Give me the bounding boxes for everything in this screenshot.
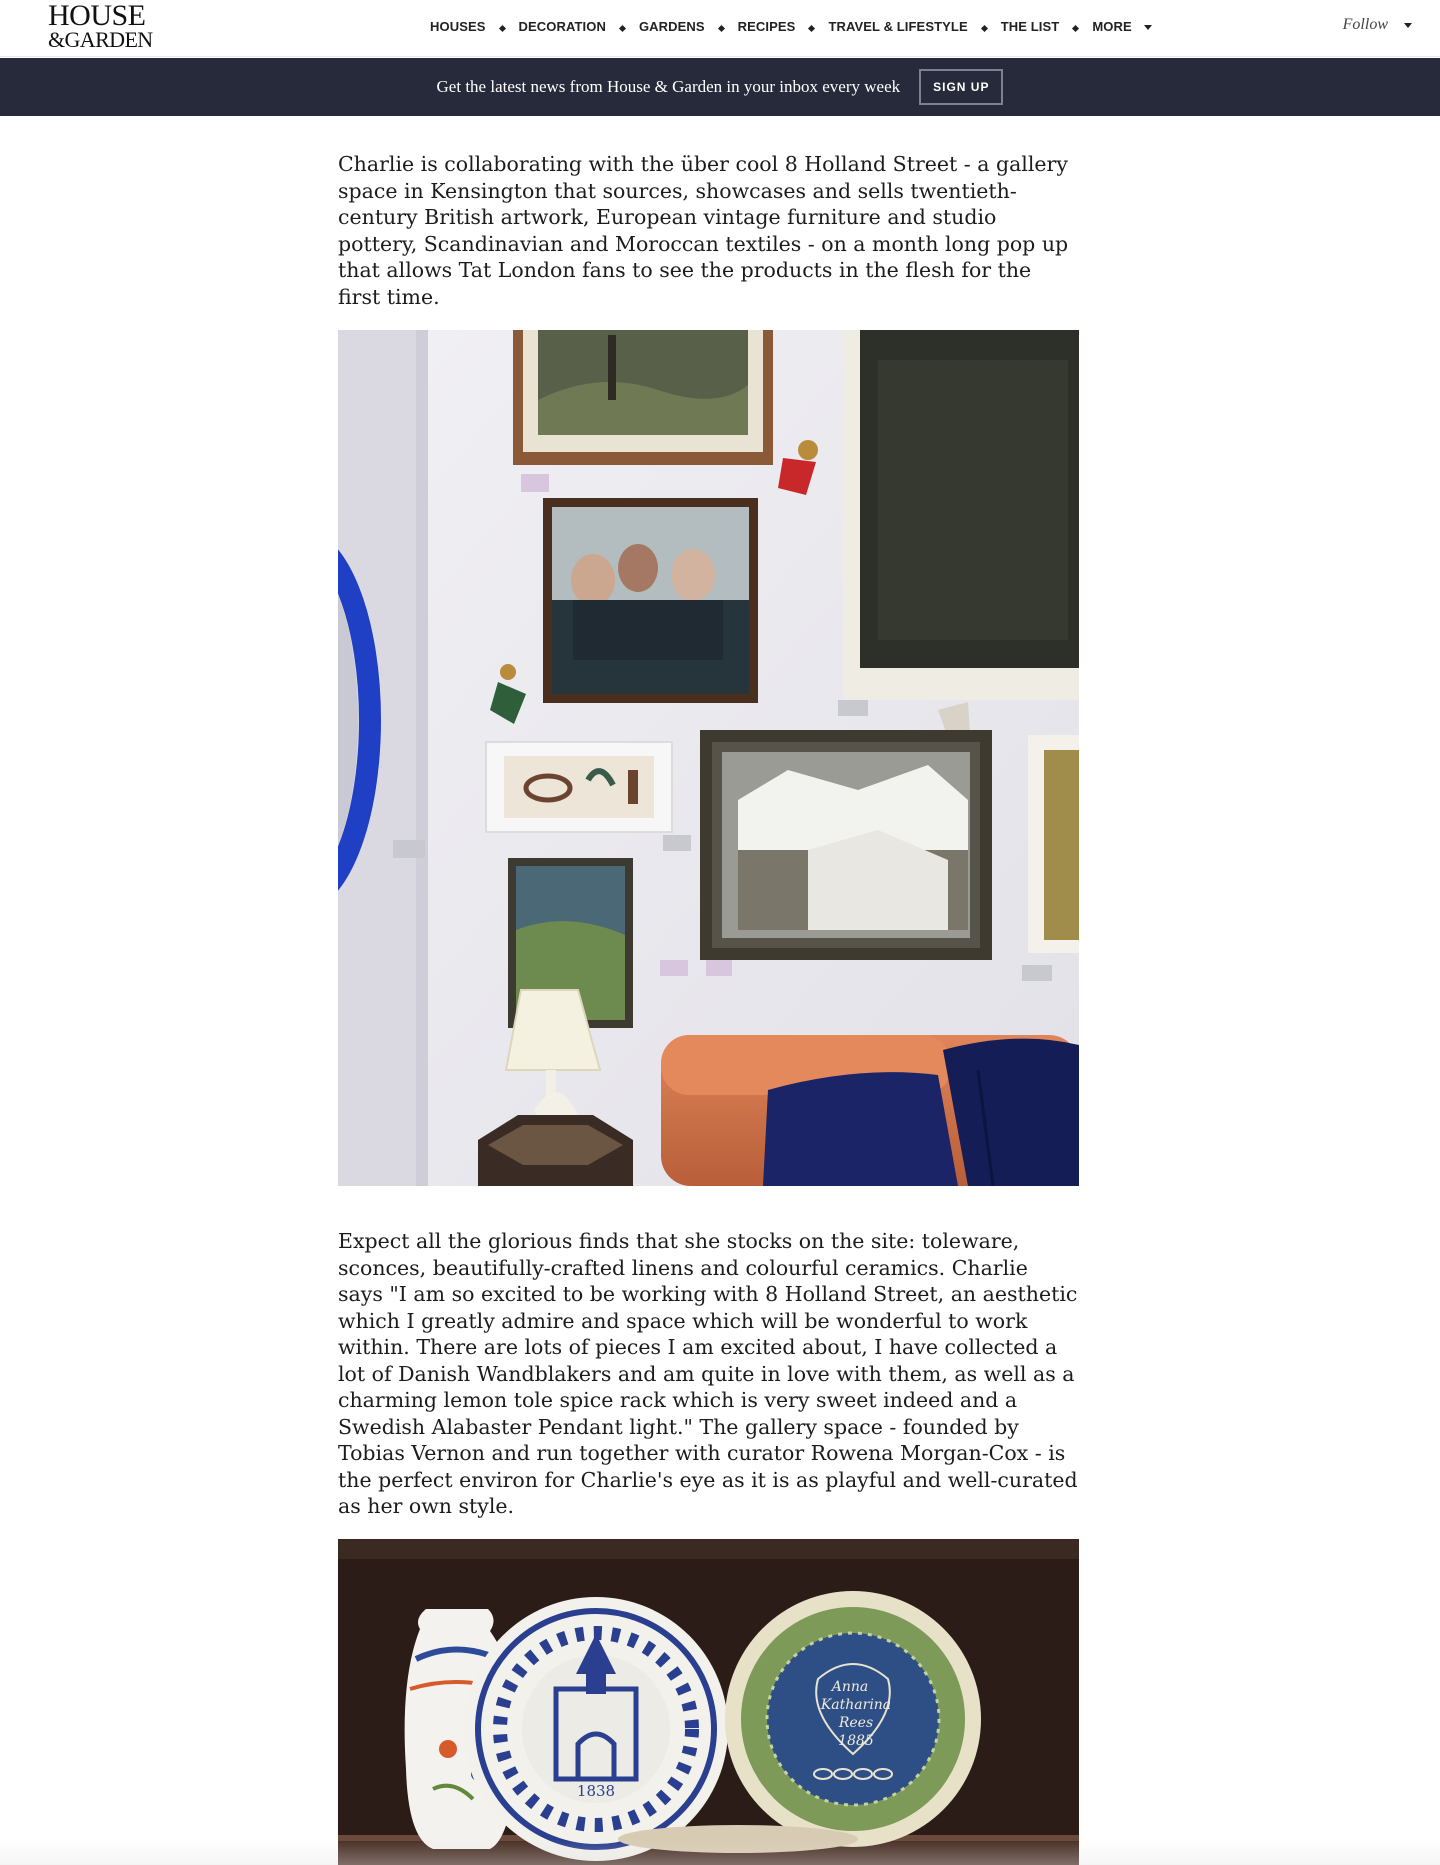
article-paragraph: Expect all the glorious finds that she stocks on the site: toleware, sconces, beautifully-crafted linens and colourful ceramics. Charlie says "I am so excited to be working with 8 Holland Street, an aesthetic which I greatly admire and space which will be wonderful to work within. There are lots of pieces I am excited about, I have collected a lot of Danish Wandblakers and am quite in love with them, as well as a charming lemon tole spice rack which is very sweet indeed and a Swedish Alabaster Pendant light." The gallery space - founded by Tobias Vernon and run together with curator Rowena Morgan-Cox - is the perfect environ for Charlie's eye as it is as playful and well-curated as her own style.: [338, 1229, 1078, 1518]
logo-line-garden: &GARDEN: [48, 26, 153, 52]
nav-item-more-label: MORE: [1092, 18, 1132, 34]
nav-separator-icon: [1072, 24, 1079, 31]
follow-label: Follow: [1342, 16, 1388, 33]
nav-separator-icon: [718, 24, 725, 31]
logo-line-house: HOUSE: [48, 0, 146, 32]
nav-separator-icon: [619, 24, 626, 31]
newsletter-text: Get the latest news from House & Garden in your inbox every week: [436, 77, 901, 96]
nav-item-more[interactable]: [1092, 19, 1151, 34]
gallery-wall-image: [338, 330, 1079, 1186]
nav-separator-icon: [498, 24, 505, 31]
site-logo[interactable]: [48, 0, 162, 52]
ceramics-shelf-photo: [338, 1539, 1079, 1865]
chevron-down-icon: [1144, 25, 1152, 30]
nav-separator-icon: [808, 24, 815, 31]
ceramics-shelf-image: [338, 1539, 1079, 1865]
bottom-fade: [0, 1840, 1440, 1865]
nav-item-the-list[interactable]: THE LIST: [1000, 18, 1060, 34]
chevron-down-icon: [1404, 23, 1412, 28]
signup-button[interactable]: SIGN UP: [919, 69, 1003, 105]
plate-inscription-line: Rees: [838, 1715, 874, 1731]
plate-inscription-line: 1885: [838, 1733, 874, 1749]
nav-item-houses[interactable]: HOUSES: [430, 18, 486, 34]
nav-item-gardens[interactable]: GARDENS: [638, 18, 705, 34]
newsletter-banner: [0, 58, 1440, 116]
plate-inscription-line: Anna: [831, 1679, 869, 1695]
nav-item-decoration[interactable]: DECORATION: [518, 18, 606, 34]
plate-year-text: 1838: [576, 1782, 616, 1800]
gallery-wall-photo: [338, 330, 1079, 1186]
nav-item-recipes[interactable]: RECIPES: [737, 18, 796, 34]
article-paragraph: Charlie is collaborating with the über cool 8 Holland Street - a gallery space in Kensington that sources, showcases and sells twentieth-century British artwork, European vintage furniture and studio pottery, Scandinavian and Moroccan textiles - on a month long pop up that allows Tat London fans to see the products in the flesh for the first time.: [338, 152, 1069, 309]
nav-item-travel-lifestyle[interactable]: TRAVEL & LIFESTYLE: [828, 18, 968, 34]
follow-dropdown[interactable]: [1343, 16, 1412, 34]
main-nav: [430, 0, 1152, 52]
plate-inscription-line: Katharina: [820, 1697, 892, 1713]
nav-separator-icon: [981, 24, 988, 31]
site-header: [0, 0, 1440, 57]
